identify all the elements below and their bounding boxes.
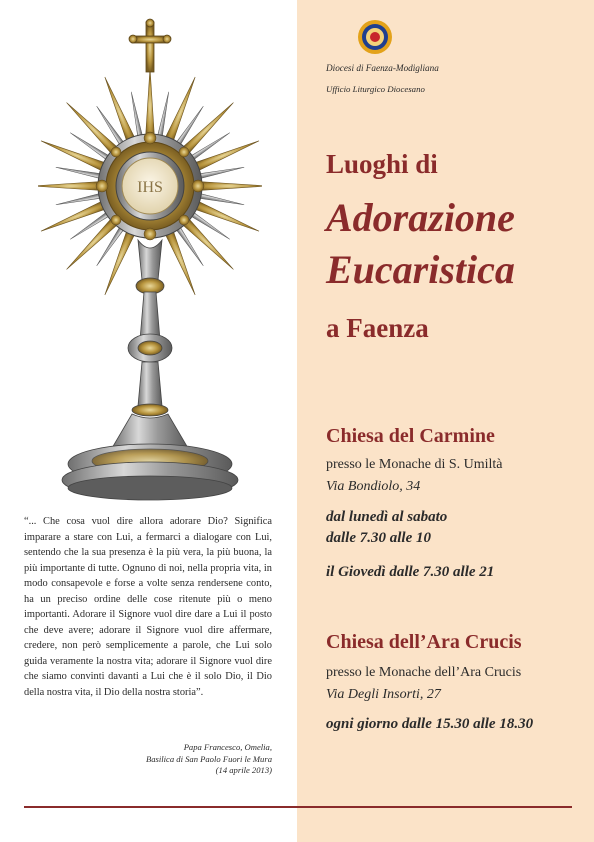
- citation-line: (14 aprile 2013): [215, 765, 272, 775]
- cross-icon: [129, 19, 171, 72]
- pope-quote: “... Che cosa vuol dire allora adorare Dio? Significa imparare a stare con Lui, a fermarci a dialogare con Lui, sentendo che la sua presenza è la più vera, la più buona, la più importante di tutte. Ognuno di noi, nella propria vita, in modo consapevole e forse a volte senza rendersene conto, ha un preciso ordine delle cose ritenute più o meno importanti. Adorare il Signore vuol dire dare a Lui il posto che deve avere; adorare il Signore vuol dire affermare, credere, non però semplicemente a parole, che Lui solo guida veramente la nostra vita; adorare il Signore vuol dire che siamo convinti davanti a Lui che è il solo Dio, il Dio della nostra vita, il Dio della nostra storia”.: [24, 516, 272, 698]
- church-address-carmine: Via Bondiolo, 34: [326, 479, 421, 494]
- bottom-divider: [24, 806, 572, 808]
- title-line-2: Adorazione: [326, 195, 515, 240]
- monstrance-image: [38, 18, 262, 508]
- diocese-name: Diocesi di Faenza-Modigliana: [326, 63, 439, 73]
- host-inscription: IHS: [137, 179, 163, 196]
- title-line-4: a Faenza: [326, 313, 429, 343]
- citation-line: Papa Francesco, Omelia,: [183, 742, 272, 752]
- office-name: Ufficio Liturgico Diocesano: [326, 84, 425, 94]
- monstrance-stem: [112, 240, 188, 455]
- title-line-3: Eucaristica: [326, 247, 515, 292]
- diocese-logo: [357, 19, 393, 55]
- monstrance-base: [62, 444, 238, 500]
- church-address-ara-crucis: Via Degli Insorti, 27: [326, 687, 441, 702]
- quote-citation: [60, 742, 272, 777]
- church-name-carmine: Chiesa del Carmine: [326, 425, 495, 447]
- citation-line: Basilica di San Paolo Fuori le Mura: [145, 753, 272, 764]
- church-times-carmine: dalle 7.30 alle 10: [326, 530, 431, 546]
- church-times-carmine: dal lunedì al sabato: [326, 509, 448, 525]
- church-host-carmine: presso le Monache di S. Umiltà: [326, 457, 503, 472]
- church-times-ara-crucis: ogni giorno dalle 15.30 alle 18.30: [326, 716, 534, 732]
- church-name-ara-crucis: Chiesa dell’Ara Crucis: [326, 631, 522, 653]
- title-line-1: Luoghi di: [326, 149, 438, 179]
- church-times-carmine: il Giovedì dalle 7.30 alle 21: [326, 564, 495, 580]
- church-host-ara-crucis: presso le Monache dell’Ara Crucis: [326, 665, 522, 680]
